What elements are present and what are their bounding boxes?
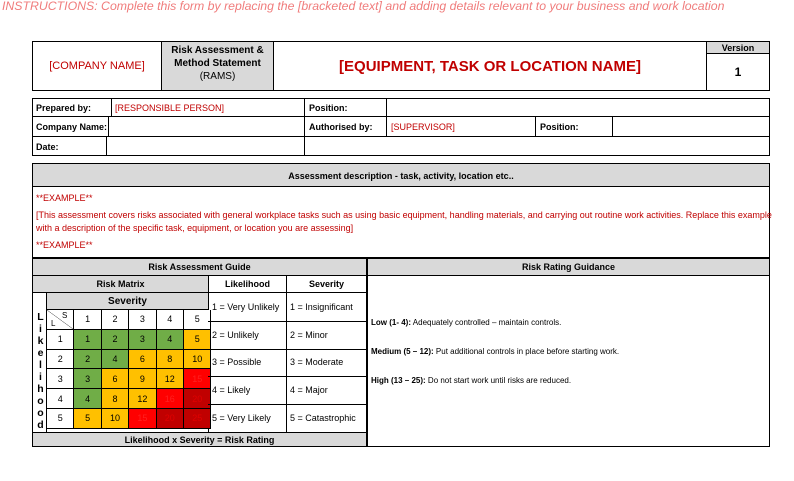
severity-item: 4 = Major xyxy=(290,385,328,396)
guidance-low-label: Low (1- 4): xyxy=(371,318,411,327)
likelihood-letter: o xyxy=(37,407,44,419)
likelihood-heading: Likelihood xyxy=(225,279,270,289)
matrix-cell: 1 xyxy=(74,330,101,350)
likelihood-item: 2 = Unlikely xyxy=(212,329,259,340)
version-label: Version xyxy=(721,42,755,53)
matrix-row-header: 2 xyxy=(47,350,74,370)
severity-item: 3 = Moderate xyxy=(290,357,344,368)
guidance-high-text: Do not start work until risks are reduced. xyxy=(425,376,572,385)
guidance-medium xyxy=(371,347,619,356)
matrix-col-header: 3 xyxy=(129,310,156,330)
version-value[interactable]: 1 xyxy=(734,65,742,79)
matrix-row-header: 5 xyxy=(47,409,74,429)
assessment-body-line-2[interactable]: with a description of the specific task, equipment, or location you are assessing] xyxy=(36,223,354,233)
likelihood-item: 4 = Likely xyxy=(212,385,251,396)
likelihood-item: 3 = Possible xyxy=(212,357,262,368)
assessment-body-line-1[interactable]: [This assessment covers risks associated with general workplace tasks such as using basic equipment, handling materials, and carrying out routine work activities. Replace this example xyxy=(36,210,772,220)
guidance-medium-text: Put additional controls in place before starting work. xyxy=(433,347,620,356)
likelihood-letter: d xyxy=(37,419,44,431)
likelihood-letter: i xyxy=(39,323,42,335)
likelihood-letter: o xyxy=(37,395,44,407)
risk-guide-heading: Risk Assessment Guide xyxy=(148,262,251,272)
matrix-col-header: 2 xyxy=(102,310,129,330)
corner-severity-letter: S xyxy=(62,311,68,320)
matrix-cell: 16 xyxy=(157,389,184,409)
authorised-by-field[interactable]: [SUPERVISOR] xyxy=(391,121,455,132)
matrix-cell: 9 xyxy=(129,369,156,389)
matrix-row-header: 1 xyxy=(47,330,74,350)
matrix-col-header: 4 xyxy=(157,310,184,330)
likelihood-letter: k xyxy=(37,335,44,347)
authorised-by-label: Authorised by: xyxy=(309,121,373,132)
assessment-heading: Assessment description - task, activity, location etc.. xyxy=(288,170,514,181)
matrix-cell: 2 xyxy=(102,330,129,350)
likelihood-letter: L xyxy=(37,311,44,323)
matrix-cell: 8 xyxy=(102,389,129,409)
guidance-low xyxy=(371,318,561,327)
matrix-cell: 15 xyxy=(129,409,156,429)
severity-item: 1 = Insignificant xyxy=(290,301,353,312)
position-field[interactable] xyxy=(388,99,768,116)
matrix-cell: 12 xyxy=(129,389,156,409)
prepared-by-label: Prepared by: xyxy=(36,102,92,113)
matrix-cell: 8 xyxy=(157,350,184,370)
matrix-cell: 4 xyxy=(102,350,129,370)
likelihood-item: 5 = Very Likely xyxy=(212,413,271,424)
corner-likelihood-letter: L xyxy=(51,318,56,328)
likelihood-letter: i xyxy=(39,371,42,383)
position-label: Position: xyxy=(309,102,348,113)
likelihood-letter: h xyxy=(37,383,44,395)
likelihood-item: 1 = Very Unlikely xyxy=(212,301,280,312)
instructions-text: INSTRUCTIONS: Complete this form by replacing the [bracketed text] and adding details relevant to your business and work location xyxy=(2,0,725,13)
matrix-cell: 6 xyxy=(129,350,156,370)
severity-heading: Severity xyxy=(308,279,345,289)
matrix-cell: 15 xyxy=(184,369,211,389)
document-title[interactable]: [EQUIPMENT, TASK OR LOCATION NAME] xyxy=(339,57,641,75)
risk-rating-formula: Likelihood x Severity = Risk Rating xyxy=(124,434,275,445)
risk-matrix-heading: Risk Matrix xyxy=(96,279,145,289)
matrix-cell: 5 xyxy=(184,330,211,350)
matrix-cell: 3 xyxy=(129,330,156,350)
matrix-cell: 12 xyxy=(157,369,184,389)
company-name-placeholder[interactable]: [COMPANY NAME] xyxy=(49,60,145,72)
risk-guidance-heading: Risk Rating Guidance xyxy=(521,262,616,272)
matrix-severity-label: Severity xyxy=(108,295,147,307)
matrix-cell: 5 xyxy=(74,409,101,429)
company-name-label: Company Name: xyxy=(36,121,108,132)
matrix-row-header: 3 xyxy=(47,369,74,389)
position-2-field[interactable] xyxy=(614,117,768,136)
matrix-cell: 25 xyxy=(184,409,211,429)
matrix-row-header: 4 xyxy=(47,389,74,409)
severity-item: 2 = Minor xyxy=(290,329,328,340)
doc-type-label: Risk Assessment & Method Statement (RAMS) xyxy=(171,45,264,82)
position-2-label: Position: xyxy=(540,121,579,132)
likelihood-letter: e xyxy=(37,347,44,359)
likelihood-letter: l xyxy=(39,359,42,371)
matrix-cell: 6 xyxy=(102,369,129,389)
matrix-cell: 10 xyxy=(102,409,129,429)
matrix-col-header: 1 xyxy=(74,310,101,330)
assessment-example-start: **EXAMPLE** xyxy=(36,193,93,203)
matrix-cell: 10 xyxy=(184,350,211,370)
matrix-cell: 20 xyxy=(157,409,184,429)
matrix-cell: 2 xyxy=(74,350,101,370)
guidance-medium-label: Medium (5 – 12): xyxy=(371,347,434,356)
guidance-high xyxy=(371,376,571,385)
severity-item: 5 = Catastrophic xyxy=(290,413,356,424)
matrix-col-header: 5 xyxy=(184,310,211,330)
assessment-example-end: **EXAMPLE** xyxy=(36,240,93,250)
date-label: Date: xyxy=(36,141,59,152)
matrix-cell: 20 xyxy=(184,389,211,409)
guidance-high-label: High (13 – 25): xyxy=(371,376,426,385)
date-field[interactable] xyxy=(108,137,304,156)
guidance-low-text: Adequately controlled – maintain controls. xyxy=(411,318,562,327)
matrix-corner-cell xyxy=(47,310,74,330)
company-name-field[interactable] xyxy=(110,117,304,136)
prepared-by-field[interactable]: [RESPONSIBLE PERSON] xyxy=(115,102,225,113)
matrix-cell: 4 xyxy=(74,389,101,409)
matrix-cell: 3 xyxy=(74,369,101,389)
matrix-cell: 4 xyxy=(157,330,184,350)
